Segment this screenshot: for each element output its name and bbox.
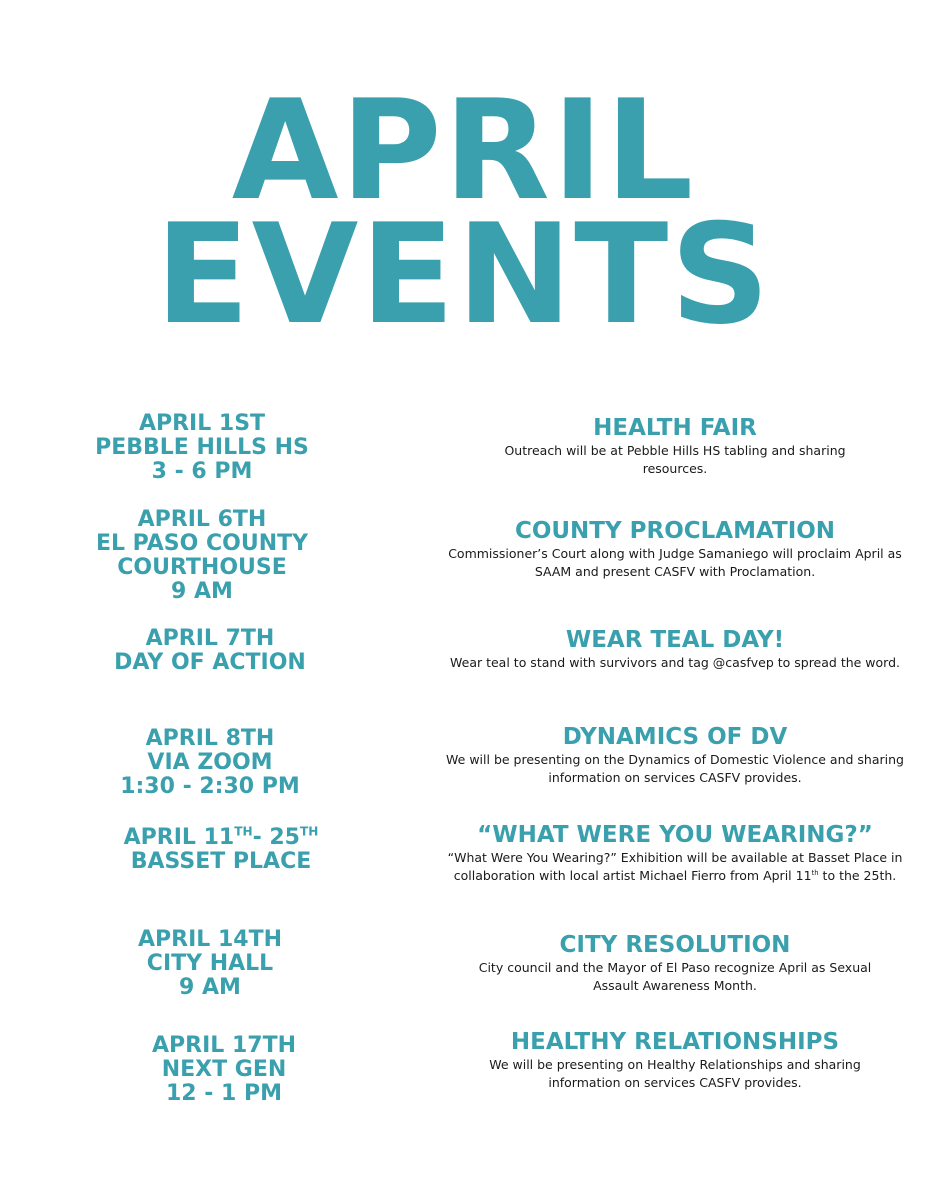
event-description: We will be presenting on the Dynamics of Domestic Violence and sharing information on services CASFV provides. [446,752,904,785]
event-details [430,517,920,581]
event-date: APRIL 11TH- 25TH [123,824,319,850]
event-description: City council and the Mayor of El Paso recognize April as Sexual Assault Awareness Month. [478,960,872,993]
event-heading: CITY RESOLUTION [559,932,791,958]
event-description: Outreach will be at Pebble Hills HS tabling and sharing resources. [504,443,846,476]
event-location: VIA ZOOM [147,750,273,775]
page-title-line-1: APRIL [231,70,696,231]
event-date: APRIL 8TH [145,726,275,751]
event-location: CITY HALL [146,951,274,976]
event-location: DAY OF ACTION [114,650,306,675]
event-date-location [45,928,375,1000]
event-date: APRIL 6TH [137,507,267,532]
event-description: “What Were You Wearing?” Exhibition will be available at Basset Place in collaboration with local artist Michael Fierro from April 11th to the 25th. [447,850,903,883]
event-location: COURTHOUSE [117,555,287,580]
event-time: 9 AM [179,975,241,1000]
page-title-line-2: EVENTS [155,194,772,355]
event-heading: COUNTY PROCLAMATION [514,518,836,544]
event-heading: “WHAT WERE YOU WEARING?” [477,822,873,848]
event-details [430,626,920,672]
event-heading: HEALTH FAIR [593,415,757,441]
event-date-location [37,412,367,484]
event-date-location [45,727,375,799]
event-time: 3 - 6 PM [151,459,253,484]
event-details [430,821,920,885]
event-time: 9 AM [171,579,233,604]
event-heading: HEALTHY RELATIONSHIPS [510,1029,840,1055]
event-time: 12 - 1 PM [165,1081,283,1106]
event-details [430,414,920,478]
event-description: Wear teal to stand with survivors and tag @casfvep to spread the word. [450,655,900,670]
event-location: NEXT GEN [161,1057,287,1082]
event-heading: WEAR TEAL DAY! [565,627,785,653]
event-details [430,723,920,787]
event-date-location [56,826,386,874]
event-location: BASSET PLACE [130,849,312,874]
event-details [430,931,920,995]
event-description: We will be presenting on Healthy Relationships and sharing information on services CASFV provides. [489,1057,861,1090]
event-date: APRIL 7TH [145,626,275,651]
event-date-location [59,1034,389,1106]
event-location: EL PASO COUNTY [95,531,309,556]
event-heading: DYNAMICS OF DV [562,724,788,750]
event-date: APRIL 14TH [138,927,282,952]
event-date: APRIL 17TH [152,1033,296,1058]
event-description: Commissioner’s Court along with Judge Samaniego will proclaim April as SAAM and present CASFV with Proclamation. [448,546,902,579]
event-date-location [37,508,367,604]
event-details [430,1028,920,1092]
event-date: APRIL 1ST [138,411,266,436]
event-time: 1:30 - 2:30 PM [120,774,300,799]
event-date-location [45,627,375,675]
event-location: PEBBLE HILLS HS [95,435,309,460]
